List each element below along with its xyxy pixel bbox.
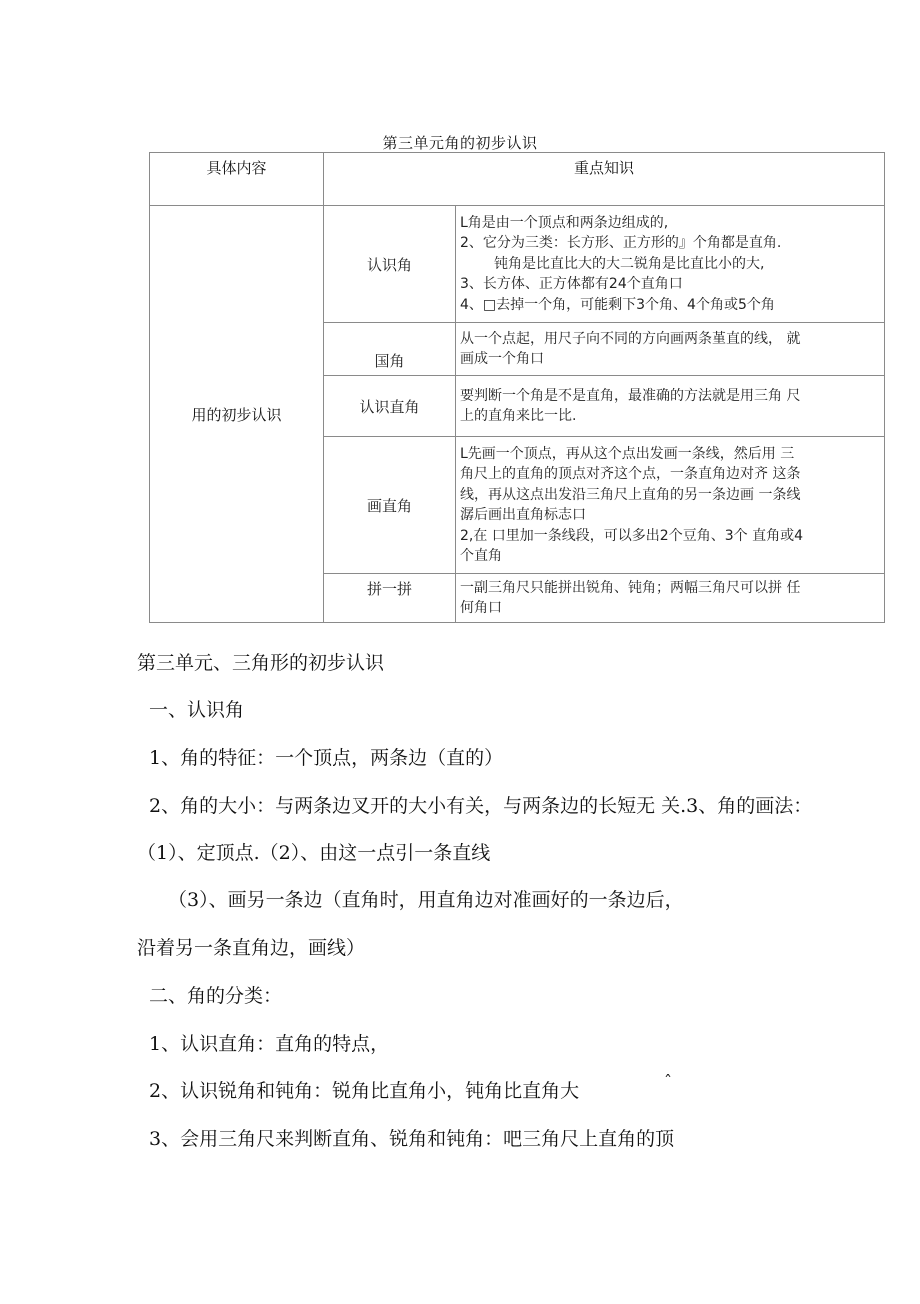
subsection-heading: 二、角的分类：: [149, 985, 283, 1007]
content-line: 要判断一个角是不是直角，最准确的方法就是用三角 尺: [460, 387, 801, 404]
content-line: 钝角是比直比大的大二锐角是比直比小的大,: [494, 255, 765, 272]
content-line: 线，再从这点出发沿三角尺上直角的另一条边画 一条线: [460, 486, 801, 503]
section-heading: 第三单元、三角形的初步认识: [137, 652, 385, 674]
content-draw-right-angle: [456, 437, 885, 574]
content-line: 个直角: [460, 548, 502, 564]
content-line: 角尺上的直角的顶点对齐这个点，一条直角边对齐 这条: [460, 466, 801, 482]
content-recognize-angle: [456, 206, 885, 323]
subtopic-draw-right-angle: 画直角: [324, 437, 456, 574]
table-header-row: [150, 153, 885, 206]
content-line: 4、□去掉一个角，可能剩下3个角、4个角或5个角: [460, 296, 775, 313]
content-line: L角是由一个顶点和两条边组成的,: [460, 214, 669, 231]
table-row: [150, 206, 885, 323]
body-paragraph: 2、认识锐角和钝角：锐角比直角小，钝角比直角大: [149, 1080, 580, 1102]
content-line: 一副三角尺只能拼出锐角、钝角；两幅三角尺可以拼 任: [460, 579, 801, 596]
document-title: 第三单元角的初步认识: [382, 134, 538, 152]
subtopic-combine: 拼一拼: [324, 574, 456, 623]
body-paragraph: （3）、画另一条边（直角时，用直角边对准画好的一条边后，: [168, 889, 684, 911]
body-paragraph: 沿着另一条直角边，画线）: [137, 937, 366, 959]
content-draw-angle: [456, 323, 885, 376]
content-line: 从一个点起，用尺子向不同的方向画两条堇直的线， 就: [460, 330, 801, 347]
content-line: 2、它分为三类：长方形、正方形的』个角都是直角.: [460, 235, 782, 252]
subsection-heading: 一、认识角: [149, 699, 245, 721]
content-line: 3、长方体、正方体都有24个直角口: [460, 276, 683, 293]
body-paragraph: （1）、定顶点.（2）、由这一点引一条直线: [137, 842, 491, 864]
content-line: 潺后画出直角标志口: [460, 507, 586, 523]
content-recognize-right-angle: [456, 376, 885, 437]
subtopic-recognize-right-angle: 认识直角: [324, 376, 456, 437]
body-paragraph: 1、角的特征：一个顶点，两条边（直的）: [149, 747, 504, 769]
body-paragraph: 2、角的大小：与两条边叉开的大小有关，与两条边的长短无 关.3、角的画法：: [149, 795, 813, 817]
subtopic-recognize-angle: 认识角: [324, 206, 456, 323]
header-specific-content: 具体内容: [150, 153, 324, 206]
topic-cell: 用的初步认识: [150, 206, 324, 623]
content-line: 画成一个角口: [460, 351, 544, 367]
content-line: 2,在 口里加一条线段，可以多出2个豆角、3个 直角或4: [460, 527, 803, 544]
body-paragraph: 3、会用三角尺来判断直角、锐角和钝角：吧三角尺上直角的顶: [149, 1128, 675, 1150]
outline-table: [149, 152, 885, 623]
subtopic-draw-angle: 国角: [324, 323, 456, 376]
content-line: 何角口: [460, 600, 502, 616]
header-key-knowledge: 重点知识: [324, 153, 885, 206]
content-line: 上的直角来比一比.: [460, 408, 577, 424]
stray-caret-mark: ˆ: [664, 1072, 672, 1091]
content-line: L先画一个顶点，再从这个点出发画一条线，然后用 三: [460, 445, 795, 462]
content-combine: [456, 574, 885, 623]
body-paragraph: 1、认识直角：直角的特点，: [149, 1033, 390, 1055]
